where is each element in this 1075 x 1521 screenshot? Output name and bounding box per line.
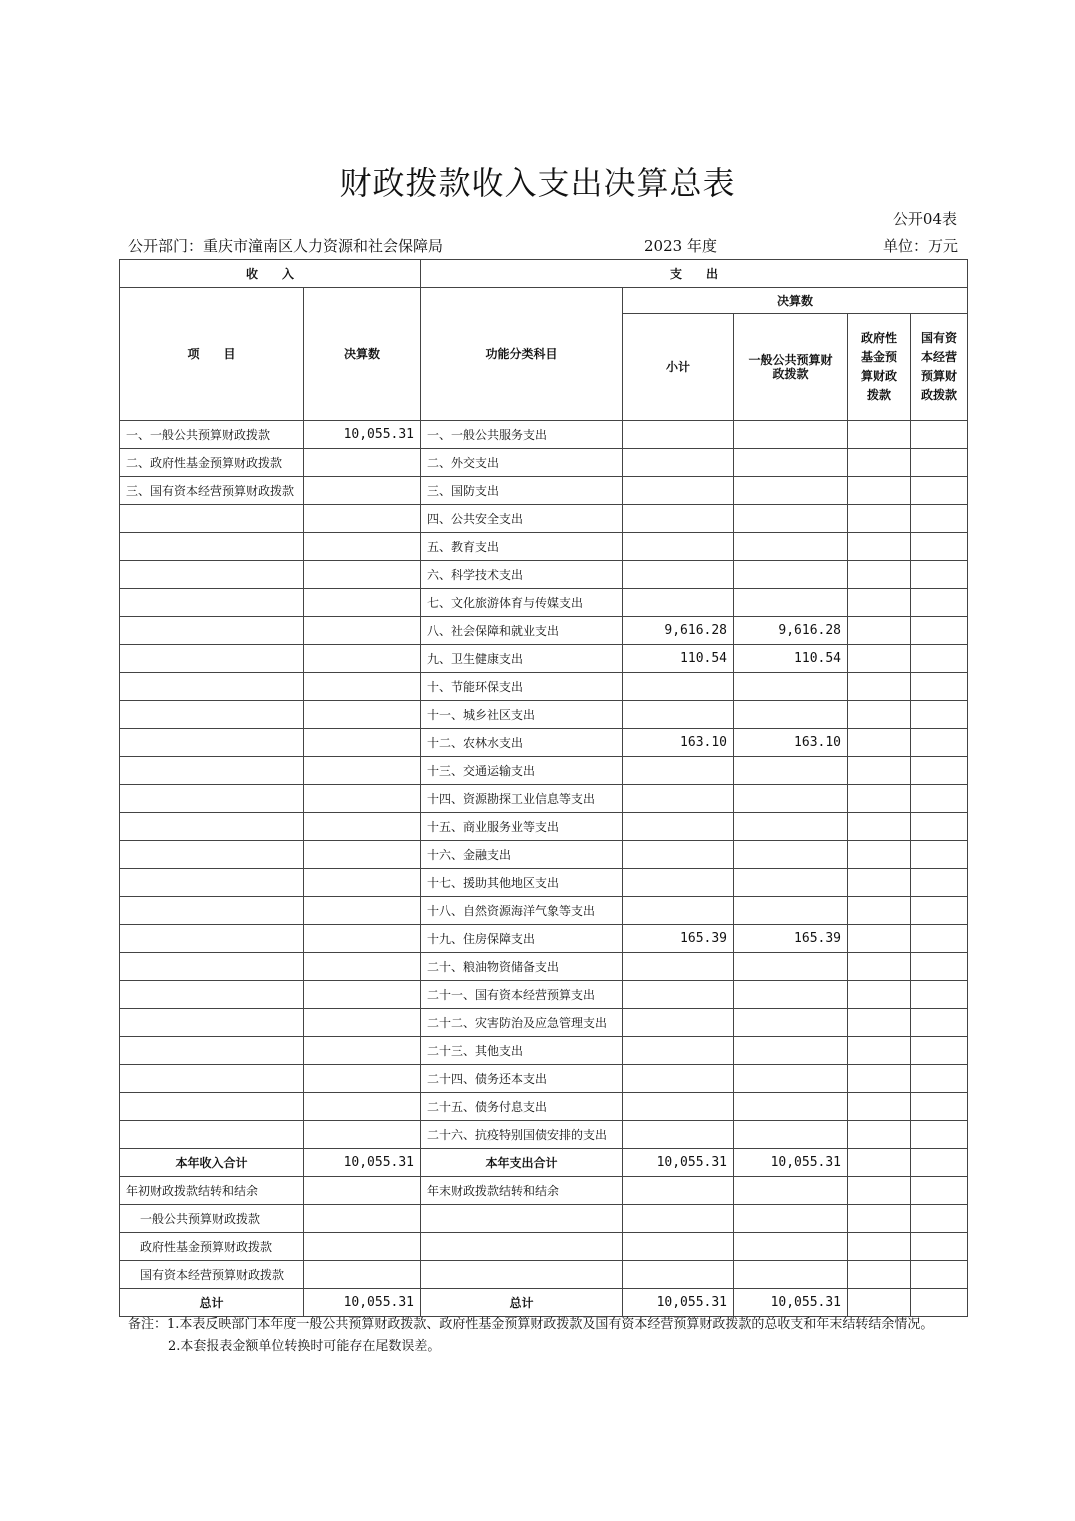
expense-subtotal	[623, 477, 734, 505]
expense-stateop	[911, 813, 968, 841]
expense-subtotal	[623, 701, 734, 729]
table-row	[120, 897, 968, 925]
income-item	[120, 729, 304, 757]
expense-subtotal	[623, 533, 734, 561]
note-2: 2.本套报表金额单位转换时可能存在尾数误差。	[168, 1339, 441, 1354]
expense-item: 二十三、其他支出	[421, 1037, 623, 1065]
table-row	[120, 1009, 968, 1037]
table-row	[120, 729, 968, 757]
expense-item: 年末财政拨款结转和结余	[421, 1177, 623, 1205]
expense-item: 十二、农林水支出	[421, 729, 623, 757]
expense-subtotal	[623, 505, 734, 533]
income-item	[120, 505, 304, 533]
expense-stateop	[911, 673, 968, 701]
table-row	[120, 1149, 968, 1177]
income-item	[120, 645, 304, 673]
form-code: 公开04表	[892, 210, 957, 228]
expense-stateop	[911, 1093, 968, 1121]
expense-general	[734, 673, 848, 701]
expense-stateop	[911, 1149, 968, 1177]
expense-general	[734, 981, 848, 1009]
income-item: 国有资本经营预算财政拨款	[120, 1261, 304, 1289]
expense-general	[734, 1177, 848, 1205]
income-amount	[304, 1177, 421, 1205]
expense-govfund	[848, 953, 911, 981]
expense-govfund	[848, 1037, 911, 1065]
table-row	[120, 1037, 968, 1065]
income-amount	[304, 925, 421, 953]
expense-subtotal: 10,055.31	[623, 1149, 734, 1177]
income-amount	[304, 1009, 421, 1037]
expense-govfund	[848, 1009, 911, 1037]
expense-item: 八、社会保障和就业支出	[421, 617, 623, 645]
notes	[128, 1316, 948, 1355]
table-row	[120, 1261, 968, 1289]
expense-govfund	[848, 729, 911, 757]
income-amount	[304, 1205, 421, 1233]
expense-stateop	[911, 617, 968, 645]
income-item	[120, 589, 304, 617]
income-amount	[304, 505, 421, 533]
expense-general	[734, 841, 848, 869]
table-row	[120, 1233, 968, 1261]
expense-item: 二十六、抗疫特别国债安排的支出	[421, 1121, 623, 1149]
expense-subtotal	[623, 757, 734, 785]
expense-subtotal	[623, 1261, 734, 1289]
expense-subtotal	[623, 673, 734, 701]
table-row	[120, 981, 968, 1009]
income-amount	[304, 1261, 421, 1289]
expense-item: 二十、粮油物资储备支出	[421, 953, 623, 981]
expense-stateop	[911, 477, 968, 505]
expense-stateop	[911, 981, 968, 1009]
income-item	[120, 1009, 304, 1037]
expense-item: 十五、商业服务业等支出	[421, 813, 623, 841]
expense-general: 10,055.31	[734, 1149, 848, 1177]
expense-stateop	[911, 1065, 968, 1093]
income-amount	[304, 589, 421, 617]
expense-stateop	[911, 589, 968, 617]
expense-item: 十三、交通运输支出	[421, 757, 623, 785]
expense-stateop	[911, 449, 968, 477]
expense-item	[421, 1261, 623, 1289]
expense-general	[734, 421, 848, 449]
expense-item: 九、卫生健康支出	[421, 645, 623, 673]
item-header: 项 目	[120, 288, 304, 421]
table-row	[120, 673, 968, 701]
income-amount: 10,055.31	[304, 1289, 421, 1317]
expense-subtotal: 163.10	[623, 729, 734, 757]
income-item	[120, 701, 304, 729]
income-amount	[304, 897, 421, 925]
year-label: 2023 年度	[644, 237, 717, 255]
income-item: 政府性基金预算财政拨款	[120, 1233, 304, 1261]
expense-item: 十七、援助其他地区支出	[421, 869, 623, 897]
expense-subtotal	[623, 785, 734, 813]
expense-govfund	[848, 1289, 911, 1317]
expense-subtotal	[623, 1037, 734, 1065]
unit-label: 单位：万元	[882, 237, 958, 255]
expense-stateop	[911, 533, 968, 561]
expense-general	[734, 1009, 848, 1037]
expense-stateop	[911, 1009, 968, 1037]
expense-govfund	[848, 449, 911, 477]
expense-general	[734, 869, 848, 897]
expense-subtotal	[623, 561, 734, 589]
table-row	[120, 589, 968, 617]
expense-general	[734, 1205, 848, 1233]
expense-general	[734, 785, 848, 813]
income-item	[120, 785, 304, 813]
expense-item: 七、文化旅游体育与传媒支出	[421, 589, 623, 617]
expense-item: 四、公共安全支出	[421, 505, 623, 533]
income-item	[120, 869, 304, 897]
expense-subtotal	[623, 897, 734, 925]
table-row	[120, 1121, 968, 1149]
expense-subtotal: 9,616.28	[623, 617, 734, 645]
table-row	[120, 757, 968, 785]
income-item: 总计	[120, 1289, 304, 1317]
table-row	[120, 1093, 968, 1121]
income-amount	[304, 645, 421, 673]
income-item	[120, 757, 304, 785]
income-amount	[304, 673, 421, 701]
expense-stateop	[911, 1121, 968, 1149]
subtotal-header: 小计	[623, 314, 734, 421]
income-amount	[304, 449, 421, 477]
expense-general	[734, 1261, 848, 1289]
note-1: 备注：1.本表反映部门本年度一般公共预算财政拨款、政府性基金预算财政拨款及国有资本经营预算财政拨款的总收支和年末结转结余情况。	[128, 1317, 934, 1332]
table-row	[120, 1205, 968, 1233]
department-label: 公开部门：重庆市潼南区人力资源和社会保障局	[128, 237, 444, 255]
table-row	[120, 1289, 968, 1317]
income-item	[120, 925, 304, 953]
income-item	[120, 1093, 304, 1121]
income-amount	[304, 561, 421, 589]
expense-stateop	[911, 505, 968, 533]
income-amount	[304, 869, 421, 897]
expense-general	[734, 813, 848, 841]
expense-stateop	[911, 421, 968, 449]
expense-general	[734, 477, 848, 505]
income-item: 本年收入合计	[120, 1149, 304, 1177]
table-row	[120, 925, 968, 953]
expense-general	[734, 505, 848, 533]
income-amount: 10,055.31	[304, 421, 421, 449]
expense-header: 支 出	[421, 260, 968, 288]
expense-item: 十一、城乡社区支出	[421, 701, 623, 729]
table-row	[120, 841, 968, 869]
page-title: 财政拨款收入支出决算总表	[339, 164, 736, 202]
expense-item: 总计	[421, 1289, 623, 1317]
income-amount	[304, 953, 421, 981]
expense-govfund	[848, 421, 911, 449]
expense-general: 10,055.31	[734, 1289, 848, 1317]
expense-govfund	[848, 1065, 911, 1093]
table-row	[120, 785, 968, 813]
expense-item: 一、一般公共服务支出	[421, 421, 623, 449]
expense-general	[734, 1093, 848, 1121]
expense-stateop	[911, 1177, 968, 1205]
expense-govfund	[848, 561, 911, 589]
expense-govfund	[848, 673, 911, 701]
income-item: 二、政府性基金预算财政拨款	[120, 449, 304, 477]
expense-item: 本年支出合计	[421, 1149, 623, 1177]
expense-subtotal: 110.54	[623, 645, 734, 673]
income-amount: 10,055.31	[304, 1149, 421, 1177]
expense-item: 十四、资源勘探工业信息等支出	[421, 785, 623, 813]
expense-item: 十六、金融支出	[421, 841, 623, 869]
expense-subtotal: 10,055.31	[623, 1289, 734, 1317]
income-item: 三、国有资本经营预算财政拨款	[120, 477, 304, 505]
income-amount	[304, 1233, 421, 1261]
income-header: 收 入	[120, 260, 421, 288]
expense-subtotal	[623, 953, 734, 981]
expense-item: 二、外交支出	[421, 449, 623, 477]
expense-govfund	[848, 757, 911, 785]
expense-subtotal	[623, 589, 734, 617]
expense-subtotal	[623, 1121, 734, 1149]
income-amount	[304, 813, 421, 841]
expense-govfund	[848, 701, 911, 729]
table-row	[120, 1065, 968, 1093]
income-item	[120, 533, 304, 561]
income-amount	[304, 1037, 421, 1065]
table-row	[120, 645, 968, 673]
income-item	[120, 1037, 304, 1065]
expense-stateop	[911, 897, 968, 925]
income-item	[120, 673, 304, 701]
expense-general	[734, 589, 848, 617]
expense-general	[734, 953, 848, 981]
table-row	[120, 1177, 968, 1205]
expense-govfund	[848, 533, 911, 561]
income-amount	[304, 1093, 421, 1121]
expense-item: 三、国防支出	[421, 477, 623, 505]
income-item: 年初财政拨款结转和结余	[120, 1177, 304, 1205]
expense-stateop	[911, 869, 968, 897]
expense-general	[734, 1233, 848, 1261]
expense-stateop	[911, 1037, 968, 1065]
expense-govfund	[848, 925, 911, 953]
expense-general	[734, 701, 848, 729]
expense-subtotal	[623, 1205, 734, 1233]
expense-general: 163.10	[734, 729, 848, 757]
table-row	[120, 477, 968, 505]
expense-stateop	[911, 953, 968, 981]
table-row	[120, 869, 968, 897]
expense-stateop	[911, 785, 968, 813]
expense-govfund	[848, 617, 911, 645]
expense-govfund	[848, 785, 911, 813]
expense-stateop	[911, 561, 968, 589]
income-amount	[304, 617, 421, 645]
expense-subtotal	[623, 981, 734, 1009]
income-item: 一般公共预算财政拨款	[120, 1205, 304, 1233]
expense-item: 十九、住房保障支出	[421, 925, 623, 953]
expense-general: 110.54	[734, 645, 848, 673]
table-row	[120, 813, 968, 841]
expense-govfund	[848, 841, 911, 869]
income-amount	[304, 841, 421, 869]
expense-item: 六、科学技术支出	[421, 561, 623, 589]
income-amount	[304, 477, 421, 505]
table-row	[120, 505, 968, 533]
expense-general	[734, 561, 848, 589]
fiscal-table	[119, 259, 968, 1317]
table-row	[120, 617, 968, 645]
stateop-header: 国有资本经营预算财政拨款	[911, 314, 968, 421]
expense-item	[421, 1233, 623, 1261]
expense-subtotal	[623, 421, 734, 449]
expense-stateop	[911, 757, 968, 785]
income-amount	[304, 1121, 421, 1149]
expense-subtotal	[623, 1065, 734, 1093]
expense-stateop	[911, 1233, 968, 1261]
expense-stateop	[911, 1289, 968, 1317]
expense-subtotal	[623, 449, 734, 477]
table-row	[120, 449, 968, 477]
func-header: 功能分类科目	[421, 288, 623, 421]
expense-stateop	[911, 1261, 968, 1289]
income-amount	[304, 701, 421, 729]
table-row	[120, 701, 968, 729]
expense-subtotal: 165.39	[623, 925, 734, 953]
expense-govfund	[848, 1121, 911, 1149]
expense-subtotal	[623, 1233, 734, 1261]
expense-general	[734, 533, 848, 561]
expense-stateop	[911, 701, 968, 729]
table-row	[120, 953, 968, 981]
expense-subtotal	[623, 869, 734, 897]
expense-govfund	[848, 1177, 911, 1205]
income-item: 一、一般公共预算财政拨款	[120, 421, 304, 449]
expense-item	[421, 1205, 623, 1233]
expense-stateop	[911, 841, 968, 869]
amount-header: 决算数	[304, 288, 421, 421]
expense-general	[734, 1065, 848, 1093]
expense-govfund	[848, 813, 911, 841]
expense-subtotal	[623, 841, 734, 869]
income-amount	[304, 729, 421, 757]
income-amount	[304, 757, 421, 785]
expense-govfund	[848, 1261, 911, 1289]
income-item	[120, 841, 304, 869]
income-item	[120, 981, 304, 1009]
expense-stateop	[911, 645, 968, 673]
expense-stateop	[911, 925, 968, 953]
expense-item: 十八、自然资源海洋气象等支出	[421, 897, 623, 925]
expense-govfund	[848, 1093, 911, 1121]
expense-govfund	[848, 505, 911, 533]
expense-govfund	[848, 477, 911, 505]
income-item	[120, 1065, 304, 1093]
expense-general: 165.39	[734, 925, 848, 953]
table-row	[120, 421, 968, 449]
expense-govfund	[848, 981, 911, 1009]
income-amount	[304, 1065, 421, 1093]
expense-stateop	[911, 1205, 968, 1233]
expense-subtotal	[623, 813, 734, 841]
expense-general	[734, 757, 848, 785]
expense-general	[734, 1121, 848, 1149]
expense-govfund	[848, 869, 911, 897]
expense-govfund	[848, 897, 911, 925]
income-item	[120, 617, 304, 645]
general-header: 一般公共预算财政拨款	[734, 314, 848, 421]
expense-stateop	[911, 729, 968, 757]
expense-govfund	[848, 645, 911, 673]
income-amount	[304, 981, 421, 1009]
expense-govfund	[848, 1205, 911, 1233]
expense-subtotal	[623, 1177, 734, 1205]
income-item	[120, 953, 304, 981]
expense-subtotal	[623, 1093, 734, 1121]
expense-item: 二十五、债务付息支出	[421, 1093, 623, 1121]
income-item	[120, 1121, 304, 1149]
income-item	[120, 897, 304, 925]
expense-item: 二十二、灾害防治及应急管理支出	[421, 1009, 623, 1037]
income-amount	[304, 785, 421, 813]
expense-item: 二十一、国有资本经营预算支出	[421, 981, 623, 1009]
meta-line	[128, 235, 958, 255]
expense-govfund	[848, 589, 911, 617]
expense-general	[734, 897, 848, 925]
govfund-header: 政府性基金预算财政拨款	[848, 314, 911, 421]
expense-item: 二十四、债务还本支出	[421, 1065, 623, 1093]
expense-general	[734, 1037, 848, 1065]
income-amount	[304, 533, 421, 561]
expense-item: 十、节能环保支出	[421, 673, 623, 701]
expense-general	[734, 449, 848, 477]
final-header: 决算数	[623, 288, 968, 314]
income-item	[120, 561, 304, 589]
expense-govfund	[848, 1149, 911, 1177]
expense-item: 五、教育支出	[421, 533, 623, 561]
table-row	[120, 561, 968, 589]
income-item	[120, 813, 304, 841]
expense-general: 9,616.28	[734, 617, 848, 645]
table-row	[120, 533, 968, 561]
expense-govfund	[848, 1233, 911, 1261]
expense-subtotal	[623, 1009, 734, 1037]
